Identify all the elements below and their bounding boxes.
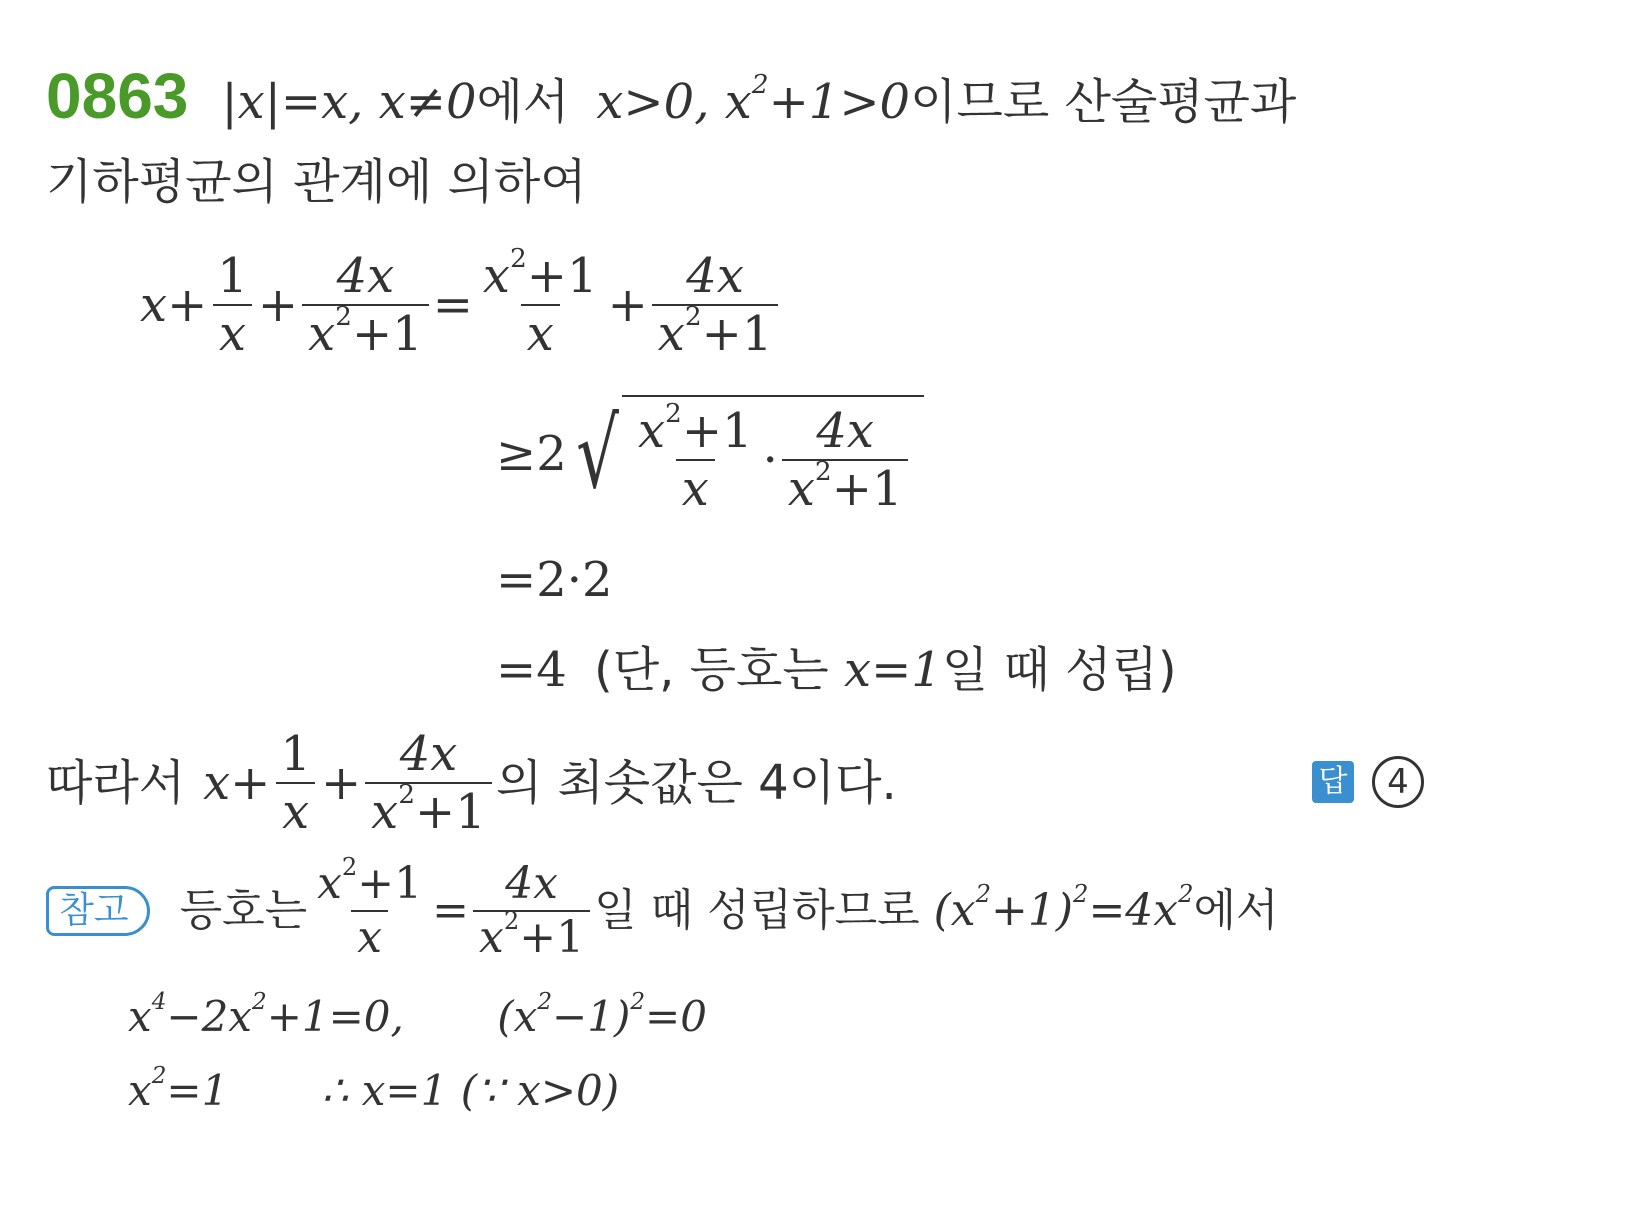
intro-math-1: |x|=x, x≠0	[221, 74, 477, 130]
equals-sign: =	[432, 277, 473, 333]
cdot: ·	[762, 432, 778, 488]
fraction-x2p1-over-x: $\frac{x^2+1}{x}$	[482, 242, 598, 362]
radical-sign: √	[575, 397, 619, 510]
equation-line-2	[496, 395, 924, 517]
fraction-4x-over-x2p1: $\frac{4x}{x^2+1}$	[652, 252, 779, 358]
answer	[1312, 756, 1424, 808]
answer-badge: 답	[1312, 761, 1354, 803]
fraction-x2p1-over-x: $\frac{x^2+1}{x}$	[317, 853, 423, 963]
problem-line-1	[46, 60, 1297, 132]
fraction-4x-over-x2p1: $\frac{4x}{x^2+1}$	[473, 862, 590, 960]
ge-two: ≥2	[496, 426, 567, 482]
equation-line-1	[140, 242, 782, 362]
square-root	[567, 395, 925, 517]
problem-line-2: 기하평균의 관계에 의하여	[46, 154, 587, 210]
fraction-x2p1-over-x: $\frac{x^2+1}{x}$	[637, 397, 753, 517]
reference-badge: 참고	[46, 886, 150, 936]
fraction-1-over-x: $\frac{1}{x}$	[274, 730, 317, 836]
equation-line-4: =4 (단, 등호는 x=1일 때 성립)	[496, 642, 1177, 698]
problem-number: 0863	[46, 60, 189, 132]
eq1-x-plus: x+	[140, 277, 208, 333]
fraction-1-over-x: $\frac{1}{x}$	[211, 252, 254, 358]
equation-line-3: =2·2	[496, 552, 613, 608]
answer-circled-number: 4	[1372, 756, 1424, 808]
note-line-2: $x^4-2x^2+1=0$, $(x^2-1)^2=0$	[128, 989, 707, 1041]
fraction-4x-over-x2p1: $\frac{4x}{x^2+1}$	[365, 730, 492, 836]
intro-ko-2: 이므로 산술평균과	[910, 74, 1297, 130]
note-line-1: 참고 등호는 $\frac{x^2+1}{x}$ = $\frac{4x}{x^2+1}$ 일 때 성립하므로 $(x^2+1)^2=4x^2$ 에서	[46, 862, 1279, 960]
plus-sign: +	[257, 277, 299, 333]
intro-math-2: x>0, $x^2+1>0$	[596, 68, 911, 130]
fraction-4x-over-x2p1: $\frac{4x}{x^2+1}$	[302, 252, 429, 358]
fraction-4x-over-x2p1: $\frac{4x}{x^2+1}$	[782, 407, 909, 513]
conclusion-line: 따라서 x+ $\frac{1}{x}$ + $\frac{4x}{x^2+1}$ 의 최솟값은 4이다.	[46, 726, 897, 840]
plus-sign: +	[607, 277, 648, 333]
note-line-3: $x^2=1$ ∴ x=1 (∵ x>0)	[128, 1063, 620, 1115]
intro-ko-1: 에서	[476, 74, 570, 130]
